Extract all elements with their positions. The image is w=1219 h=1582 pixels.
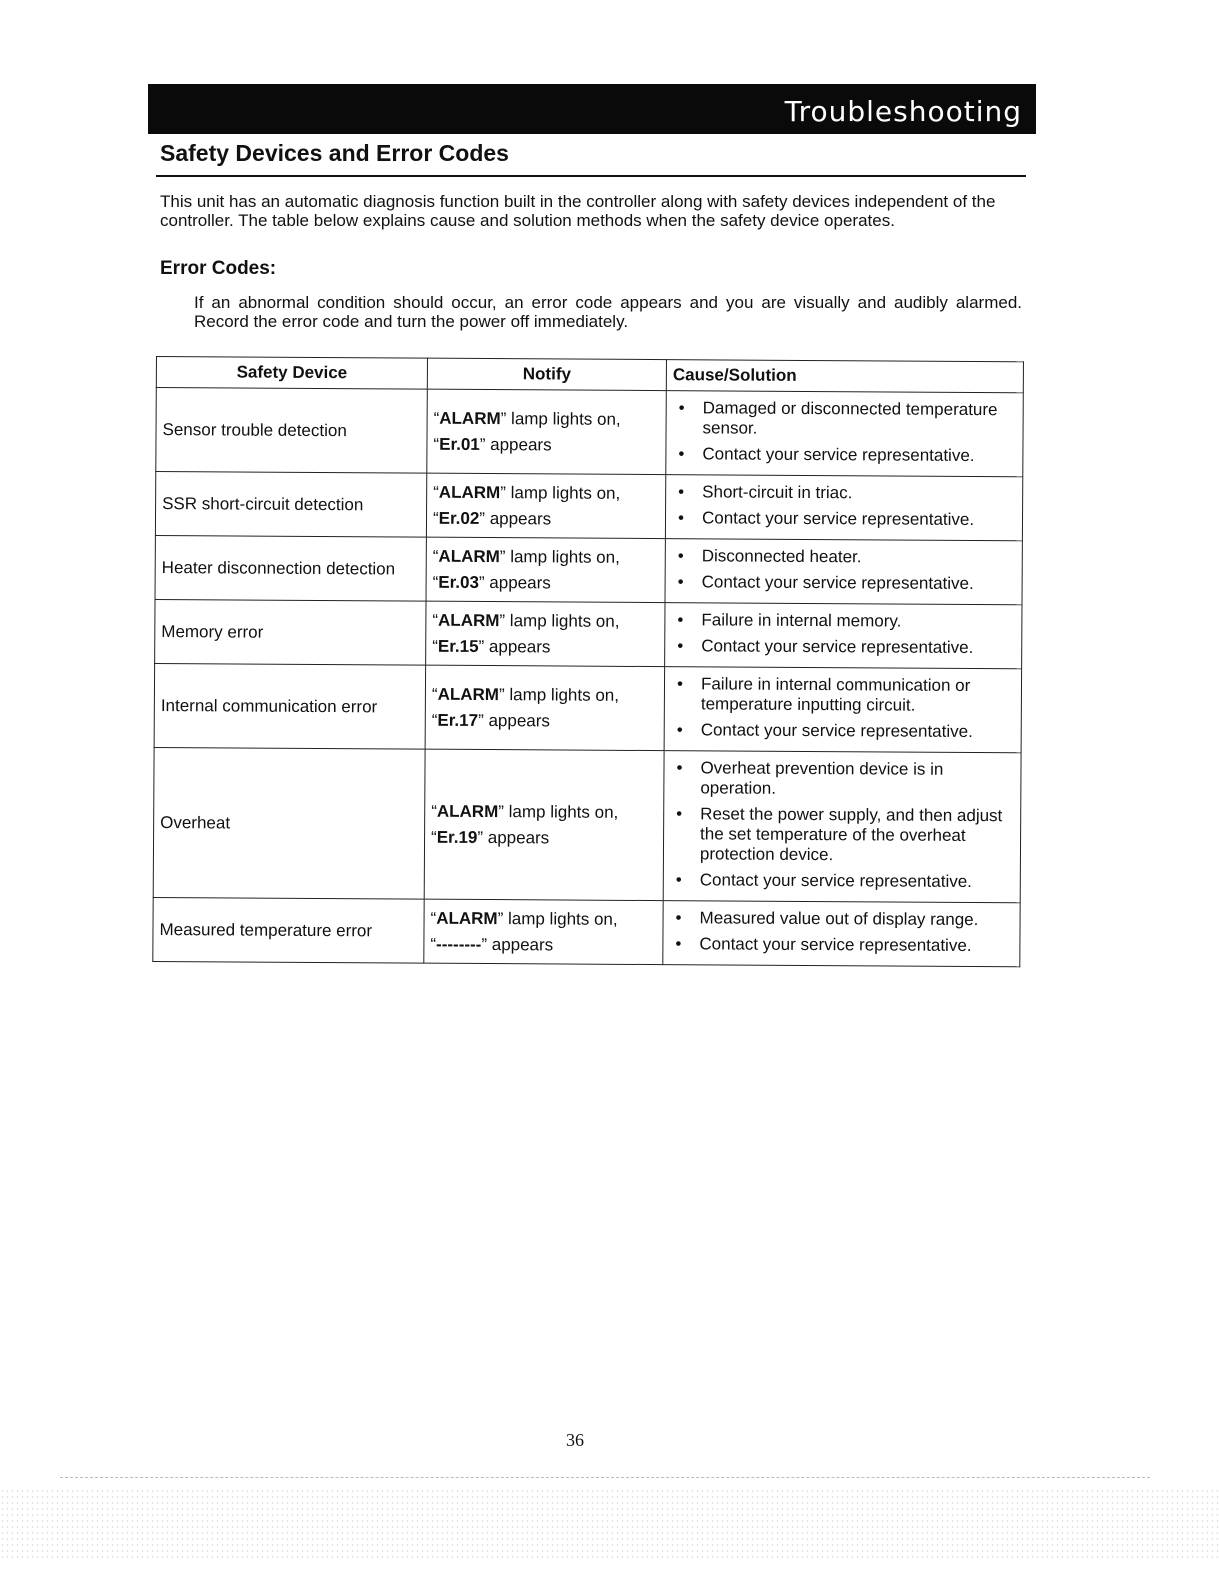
error-code: Er.19 xyxy=(436,827,478,847)
lamp-text: lamp lights on, xyxy=(510,546,620,567)
table-row xyxy=(153,747,1021,902)
header-safety-device: Safety Device xyxy=(156,357,427,390)
lamp-text: lamp lights on, xyxy=(511,408,621,429)
notify-cell: “ALARM” lamp lights on, “Er.02” appears xyxy=(426,473,665,538)
alarm-label: ALARM xyxy=(437,684,500,704)
appears-text: appears xyxy=(488,636,551,656)
cause-item: • Contact your service representative. xyxy=(672,508,1016,530)
table-row xyxy=(155,535,1022,604)
lamp-text: lamp lights on, xyxy=(508,801,619,822)
safety-device-cell: Sensor trouble detection xyxy=(156,388,428,474)
header-bar xyxy=(148,84,1036,134)
cause-solution-cell xyxy=(665,539,1022,605)
alarm-label: ALARM xyxy=(436,908,498,928)
cause-solution-cell xyxy=(666,391,1024,477)
notify-cell: “ALARM” lamp lights on, “Er.19” appears xyxy=(424,749,664,900)
lamp-text: lamp lights on, xyxy=(509,610,620,631)
safety-device-cell: Overheat xyxy=(153,747,425,899)
table-row xyxy=(155,599,1022,668)
header-notify: Notify xyxy=(427,358,666,390)
table-row xyxy=(156,388,1023,477)
cause-item: • Failure in internal communication or temperature inputting circuit. xyxy=(671,674,1015,716)
lamp-text: lamp lights on, xyxy=(509,684,620,705)
error-code: -------- xyxy=(436,934,482,954)
notify-cell: “ALARM” lamp lights on, “Er.03” appears xyxy=(426,537,665,602)
alarm-label: ALARM xyxy=(438,482,501,502)
appears-text: appears xyxy=(489,508,552,528)
lamp-text: lamp lights on, xyxy=(510,482,621,503)
error-code-table xyxy=(152,356,1024,967)
cause-item: • Damaged or disconnected temperature sensor. xyxy=(673,398,1017,440)
alarm-label: ALARM xyxy=(436,801,499,821)
alarm-label: ALARM xyxy=(438,546,500,566)
alarm-label: ALARM xyxy=(439,408,501,428)
page-number: 36 xyxy=(566,1430,584,1450)
cause-item: • Short-circuit in triac. xyxy=(672,482,1016,504)
scan-edge-line xyxy=(60,1477,1150,1478)
appears-text: appears xyxy=(490,434,552,454)
cause-item: • Contact your service representative. xyxy=(671,636,1015,658)
cause-solution-cell xyxy=(664,667,1022,753)
safety-device-cell: Measured temperature error xyxy=(153,897,424,963)
error-code: Er.15 xyxy=(437,636,479,656)
safety-device-cell: Internal communication error xyxy=(154,663,426,749)
safety-device-cell: Heater disconnection detection xyxy=(155,535,426,601)
notify-cell: “ALARM” lamp lights on, “--------” appears xyxy=(424,899,663,964)
alarm-label: ALARM xyxy=(438,610,500,630)
table-row xyxy=(153,897,1020,966)
table-row xyxy=(154,663,1021,752)
safety-device-cell: Memory error xyxy=(155,599,426,665)
cause-item: • Measured value out of display range. xyxy=(670,908,1014,930)
cause-solution-cell xyxy=(663,751,1021,903)
cause-solution-cell xyxy=(665,603,1022,669)
intro-paragraph: This unit has an automatic diagnosis function built in the controller along with safety devices independent of the controller. The table below explains cause and solution methods when the safety device operates. xyxy=(160,192,996,230)
error-codes-heading: Error Codes: xyxy=(160,258,277,279)
notify-cell: “ALARM” lamp lights on, “Er.15” appears xyxy=(426,601,665,666)
error-code: Er.03 xyxy=(438,572,480,592)
cause-solution-cell xyxy=(663,901,1020,967)
appears-text: appears xyxy=(491,934,554,954)
cause-item: • Reset the power supply, and then adjust the set temperature of the overheat protection device. xyxy=(670,804,1014,866)
notify-cell: “ALARM” lamp lights on, “Er.17” appears xyxy=(425,665,665,750)
header-title: Troubleshooting xyxy=(784,95,1022,128)
error-code: Er.02 xyxy=(438,508,480,528)
error-code: Er.17 xyxy=(437,710,479,730)
header-cause-solution: Cause/Solution xyxy=(666,360,1023,393)
appears-text: appears xyxy=(489,572,551,592)
cause-item: • Contact your service representative. xyxy=(672,572,1016,594)
section-divider xyxy=(156,175,1026,177)
scan-noise xyxy=(0,1488,1219,1558)
cause-item: • Disconnected heater. xyxy=(672,546,1016,568)
cause-item: • Contact your service representative. xyxy=(670,870,1014,892)
cause-item: • Contact your service representative. xyxy=(672,444,1016,466)
error-codes-paragraph: If an abnormal condition should occur, an error code appears and you are visually and audibly alarmed. Record the error code and turn the power off immediately. xyxy=(194,293,1022,331)
cause-item: • Contact your service representative. xyxy=(671,720,1015,742)
cause-item: • Contact your service representative. xyxy=(669,934,1013,956)
cause-solution-cell xyxy=(665,475,1022,541)
lamp-text: lamp lights on, xyxy=(507,908,618,929)
safety-device-cell: SSR short-circuit detection xyxy=(155,472,426,538)
section-title: Safety Devices and Error Codes xyxy=(160,140,509,166)
notify-cell: “ALARM” lamp lights on, “Er.01” appears xyxy=(427,389,667,474)
cause-item: • Overheat prevention device is in operation. xyxy=(670,758,1014,800)
appears-text: appears xyxy=(487,827,550,847)
cause-item: • Failure in internal memory. xyxy=(671,610,1015,632)
error-code: Er.01 xyxy=(439,434,480,454)
table-row xyxy=(155,472,1022,541)
appears-text: appears xyxy=(488,710,550,730)
